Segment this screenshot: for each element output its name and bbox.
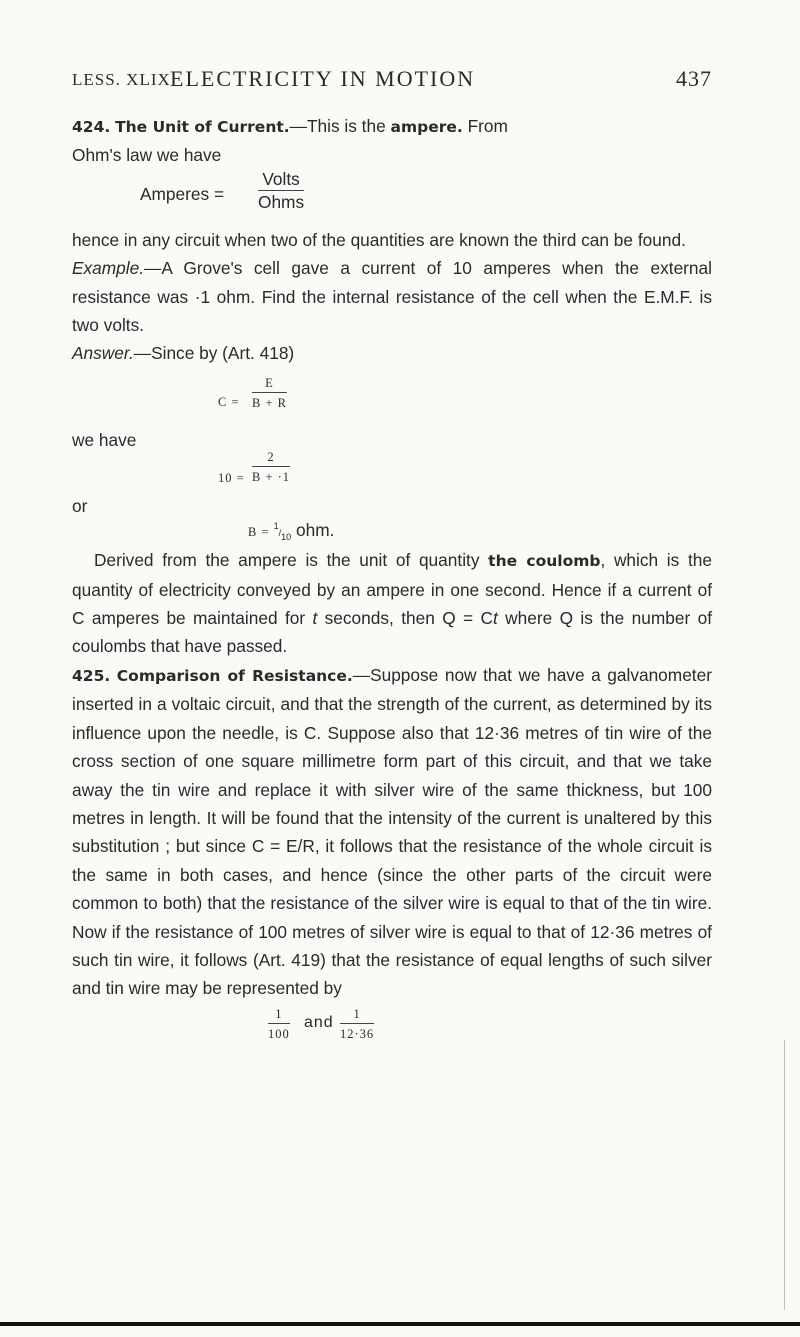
denominator: Ohms: [258, 191, 305, 212]
ohms-law-intro: Ohm's law we have: [72, 145, 222, 166]
coulomb-term: the coulomb: [488, 552, 601, 571]
fraction-silver: [268, 1005, 290, 1044]
equation-lhs: 10 =: [218, 471, 245, 486]
section-text: —Suppose now that we have a galvanometer inserted in a voltaic circuit, and that the strength of the current, as determined by its influence upon the needle, is C. Suppose also that 12·36 metres of tin wire of the cross section of one square millimetre form part of this circuit, and that we take away the tin wire and replace it with silver wire of the same thickness, but 100 metres in length. It will be found that the intensity of the current is unaltered by this substitution ; but since C = E/R, it follows that the resistance of the whole circuit is the same in both cases, and hence (since the other parts of the circuit were common to both) that the resistance of the silver wire is equal to that of the tin wire. Now if the resistance of 100 metres of silver wire is equal to that of 12·36 metres of such tin wire, it follows (Art. 419) that the resistance of equal lengths of such silver and tin wire may be represented by: [72, 664, 712, 999]
example-text: —A Grove's cell gave a current of 10 amperes when the external resistance was ·1 ohm. Find the internal resistance of the cell when the E.M.F. is two volts.: [72, 258, 712, 336]
heading-text-end: From: [462, 116, 508, 136]
unit: ohm.: [291, 520, 335, 541]
coulomb-paragraph: [72, 546, 712, 661]
ampere-term: ampere.: [390, 118, 463, 136]
text: , which is the quantity of electricity conveyed by an ampere in one second. Hence if a current of C amperes be maintained for: [72, 550, 712, 629]
ohms-law-equation: [72, 170, 712, 220]
page-edge-line: [784, 1040, 785, 1310]
chapter-title: ELECTRICITY IN MOTION: [170, 66, 476, 91]
numerator: 2: [252, 448, 290, 467]
equation-b: $B = ^1/_{10}$ ohm.: [248, 520, 335, 543]
section-424-heading: [72, 112, 712, 141]
numerator: Volts: [258, 168, 304, 191]
equation-lhs: C =: [218, 394, 240, 409]
fraction-tin: [340, 1005, 374, 1044]
denominator: 100: [268, 1023, 290, 1044]
lesson-number: LESS. XLIX: [72, 70, 171, 89]
running-header: [72, 66, 712, 96]
section-title: Comparison of Resistance.: [116, 666, 353, 685]
answer-label: Answer.: [72, 343, 134, 364]
denominator: B + R: [252, 395, 287, 410]
resistance-fractions: [72, 1003, 712, 1049]
fraction-numerator: 1: [273, 521, 279, 532]
equation-lhs: Amperes =: [140, 183, 225, 204]
or-text: or: [72, 496, 88, 517]
text: Derived from the ampere is the unit of quantity: [94, 550, 489, 571]
equation-c: [72, 368, 712, 426]
denominator: 12·36: [340, 1023, 374, 1044]
numerator: E: [252, 374, 287, 393]
we-have-text: we have: [72, 429, 137, 450]
page-body: [72, 112, 712, 1049]
fraction-denominator: 10: [281, 532, 292, 543]
section-number: 425.: [72, 666, 111, 685]
answer-text: —Since by (Art. 418): [133, 343, 295, 364]
section-425-paragraph: [72, 661, 712, 1003]
example-paragraph: [72, 254, 712, 339]
heading-text: —This is the: [289, 116, 386, 136]
paragraph: hence in any circuit when two of the quantities are known the third can be found.: [72, 229, 686, 250]
equation-ten: [72, 450, 712, 498]
numerator: 1: [275, 1006, 283, 1021]
numerator: 1: [353, 1006, 361, 1021]
variable-t: t: [312, 608, 318, 629]
text: where Q is the number of coulombs that have passed.: [72, 608, 712, 657]
equation-fraction: [258, 168, 304, 213]
denominator: B + ·1: [252, 470, 291, 485]
section-title: The Unit of Current.: [115, 118, 290, 136]
equation-fraction: [252, 448, 290, 487]
page-number: 437: [676, 66, 712, 91]
page-bottom-edge: [0, 1322, 800, 1326]
example-label: Example.: [72, 258, 145, 279]
section-number: 424.: [72, 118, 111, 136]
and-text: and: [304, 1013, 334, 1031]
answer-paragraph: [72, 339, 712, 367]
equation-fraction: [252, 374, 287, 413]
variable-t: t: [492, 608, 498, 629]
text: seconds, then Q = C: [317, 608, 493, 629]
equation-lhs: B =: [248, 525, 274, 540]
equation-b-row: [72, 498, 712, 542]
